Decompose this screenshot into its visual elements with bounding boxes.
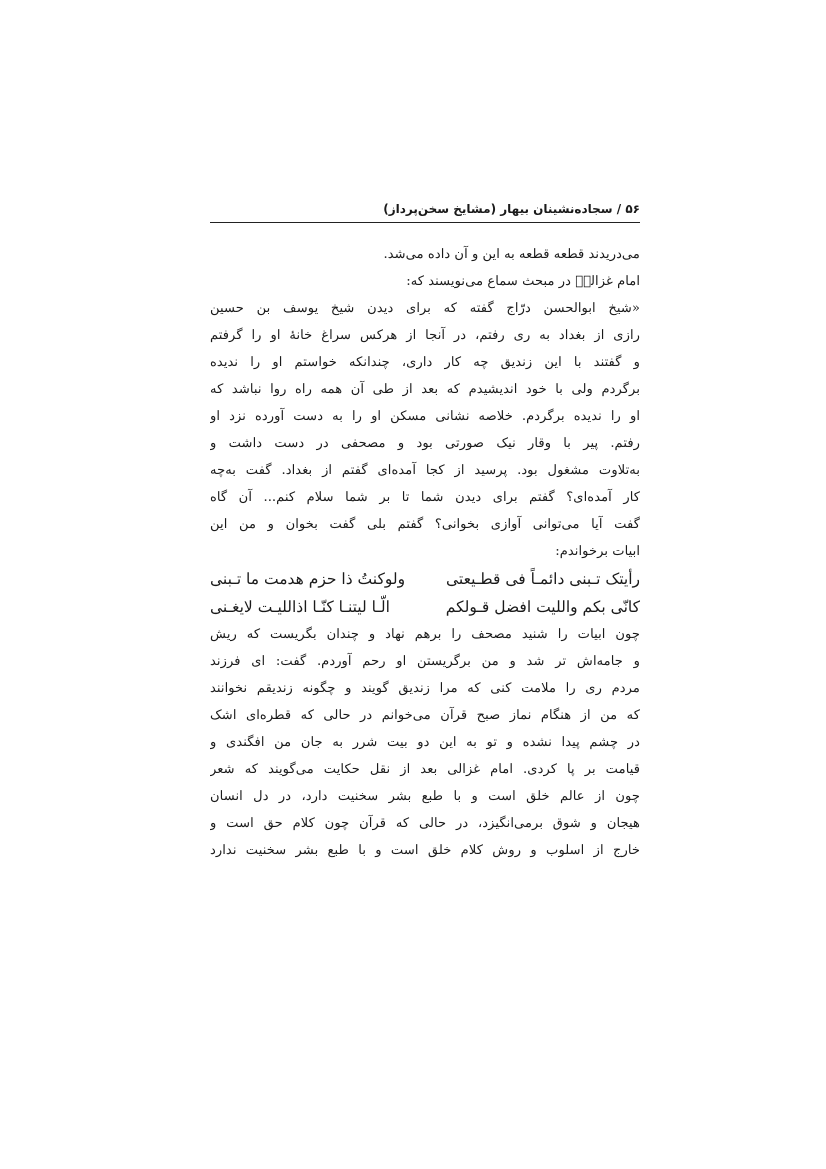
running-header: ۵۶ / سجاده‌نشینان بیهار (مشایخ سخن‌پرداز) bbox=[210, 202, 640, 223]
verse-second-hemistich: الّـا لیتنـا کنّـا اذاللیـت لایغـنی bbox=[210, 598, 390, 616]
text-line: به‌تلاوت مشغول بود. پرسید از کجا آمده‌ای گفتم از بغداد. گفت به‌چه bbox=[210, 463, 640, 478]
text-line: در چشم پیدا نشده و تو به این دو بیت شرر به جان من افگندی و bbox=[210, 735, 640, 750]
book-page bbox=[210, 202, 640, 864]
poem-verse bbox=[210, 565, 640, 593]
poem-verse bbox=[210, 593, 640, 621]
text-line: و گفتند با این زندیق چه کار داری، چندانکه خواستم او را ندیده bbox=[210, 355, 640, 370]
text-line: که من از هنگام نماز صبح قرآن می‌خوانم در حالی که قطره‌ای اشک bbox=[210, 708, 640, 723]
text-line: گفت آیا می‌توانی آوازی بخوانی؟ گفتم بلی گفت بخوان و من این bbox=[210, 517, 640, 532]
text-line: برگردم ولی با خود اندیشیدم که بعد از طی آن همه راه روا نباشد که bbox=[210, 382, 640, 397]
text-line: قیامت بر پا کردی. امام غزالی بعد از نقل حکایت می‌گویند که شعر bbox=[210, 762, 640, 777]
text-line: چون ابیات را شنید مصحف را برهم نهاد و چندان بگریست که ریش bbox=[210, 627, 640, 642]
text-line: رفتم. پیر با وقار نیک صورتی بود و مصحفی در دست داشت و bbox=[210, 436, 640, 451]
text-line: کار آمده‌ای؟ گفتم برای دیدن شما تا بر شما سلام کنم... آن گاه bbox=[210, 490, 640, 505]
verse-first-hemistich: رأیتک تـبنی دائمـاً فی قطـیعتی bbox=[446, 570, 640, 588]
verse-second-hemistich: ولوکنتُ ذا حزم هدمت ما تـبنی bbox=[210, 570, 406, 588]
text-line: «شیخ ابوالحسن درّاج گفته که برای دیدن شیخ یوسف بن حسین bbox=[210, 301, 640, 316]
page-body bbox=[210, 241, 640, 864]
text-line: هیجان و شوق برمی‌انگیزد، در حالی که قرآن چون کلام حق است و bbox=[210, 816, 640, 831]
text-line: خارج از اسلوب و روش کلام خلق است و با طبع بشر سخنیت ندارد bbox=[210, 843, 640, 858]
text-line: و جامه‌اش تر شد و من برگریستن او رحم آوردم. گفت: ای فرزند bbox=[210, 654, 640, 669]
text-line: امام غزالیؒ در مبحث سماع می‌نویسند که: bbox=[406, 274, 640, 289]
text-line: او را ندیده برگردم. خلاصه نشانی مسکن او را به دست آورده نزد او bbox=[210, 409, 640, 424]
text-line: چون از عالم خلق است و با طبع بشر سخنیت دارد، در دل انسان bbox=[210, 789, 640, 804]
text-line: رازی از بغداد به ری رفتم، در آنجا از هرکس سراغ خانهٔ او را گرفتم bbox=[210, 328, 640, 343]
verse-first-hemistich: کانّی بکم واللیت افضل قـولکم bbox=[445, 598, 640, 616]
text-line: مردم ری را ملامت کنی که مرا زندیق گویند و چگونه زندیقم نخوانند bbox=[210, 681, 640, 696]
text-line: می‌دریدند قطعه قطعه به این و آن داده می‌شد. bbox=[383, 247, 640, 262]
text-line: ابیات برخواندم: bbox=[555, 544, 640, 559]
